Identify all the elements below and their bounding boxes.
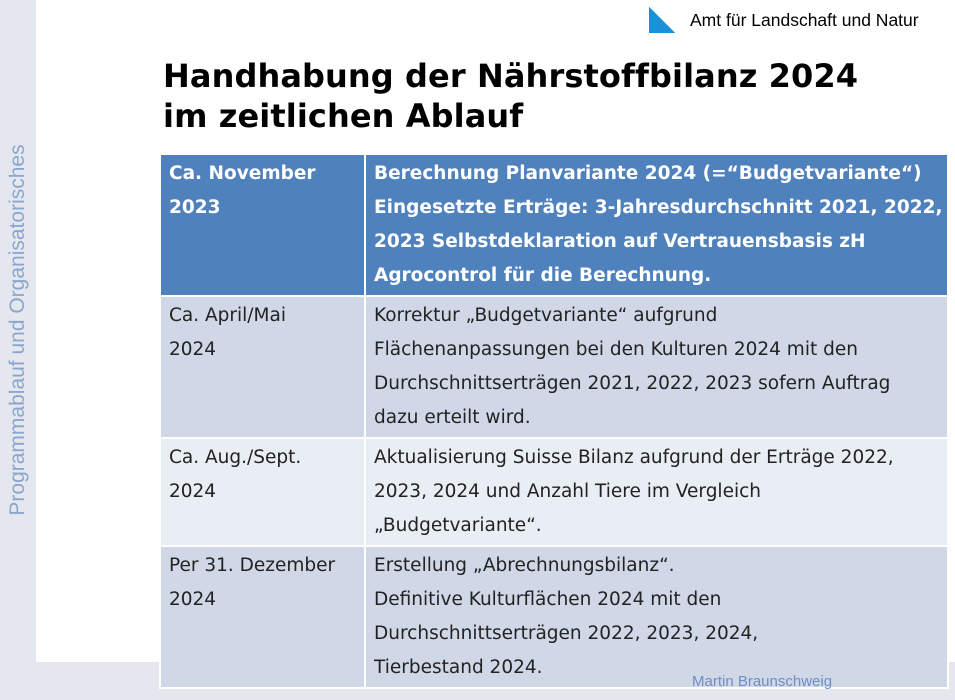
description-line: Berechnung Planvariante 2024 (=“Budgetvariante“): [374, 163, 922, 184]
period-line: Ca. April/Mai: [169, 305, 286, 326]
page-title-line-1: Handhabung der Nährstoffbilanz 2024: [163, 57, 859, 95]
description-line: Erstellung „Abrechnungsbilanz“.: [374, 555, 675, 576]
description-cell: [365, 546, 948, 688]
canton-zurich-flag-icon: [649, 7, 675, 33]
description-line: Durchschnittserträgen 2021, 2022, 2023 sofern Auftrag: [374, 373, 891, 394]
table-row: [160, 438, 948, 546]
period-line: Ca. November: [169, 163, 316, 184]
period-cell: [160, 546, 365, 688]
table-row: [160, 296, 948, 438]
period-cell: [160, 296, 365, 438]
description-line: Eingesetzte Erträge: 3-Jahresdurchschnitt 2021, 2022,: [374, 197, 943, 218]
org-header: [649, 5, 919, 35]
period-line: 2023: [169, 197, 221, 218]
description-line: Durchschnittserträgen 2022, 2023, 2024,: [374, 623, 759, 644]
description-cell: [365, 438, 948, 546]
description-line: Agrocontrol für die Berechnung.: [374, 265, 712, 286]
description-cell: [365, 154, 948, 296]
timeline-table: [159, 153, 949, 689]
description-line: Aktualisierung Suisse Bilanz aufgrund der Erträge 2022,: [374, 447, 894, 468]
description-line: Definitive Kulturflächen 2024 mit den: [374, 589, 722, 610]
period-line: 2024: [169, 481, 217, 502]
page-title: [163, 56, 858, 136]
page-title-line-2: im zeitlichen Ablauf: [163, 97, 524, 135]
description-line: „Budgetvariante“.: [374, 515, 542, 536]
period-line: 2024: [169, 339, 217, 360]
description-line: dazu erteilt wird.: [374, 407, 531, 428]
period-line: Per 31. Dezember: [169, 555, 336, 576]
org-name: Amt für Landschaft und Natur: [690, 9, 919, 30]
author-name: Martin Braunschweig: [692, 673, 833, 690]
period-cell: [160, 154, 365, 296]
description-line: 2023 Selbstdeklaration auf Vertrauensbasis zH: [374, 231, 866, 252]
table-row: [160, 546, 948, 688]
sidebar-label: Programmablauf und Organisatorisches: [6, 144, 29, 516]
description-line: Flächenanpassungen bei den Kulturen 2024 mit den: [374, 339, 858, 360]
period-line: Ca. Aug./Sept.: [169, 447, 302, 468]
description-line: Tierbestand 2024.: [374, 657, 543, 678]
description-line: Korrektur „Budgetvariante“ aufgrund: [374, 305, 718, 326]
description-cell: [365, 296, 948, 438]
period-cell: [160, 438, 365, 546]
description-line: 2023, 2024 und Anzahl Tiere im Vergleich: [374, 481, 761, 502]
period-line: 2024: [169, 589, 217, 610]
table-row: [160, 154, 948, 296]
